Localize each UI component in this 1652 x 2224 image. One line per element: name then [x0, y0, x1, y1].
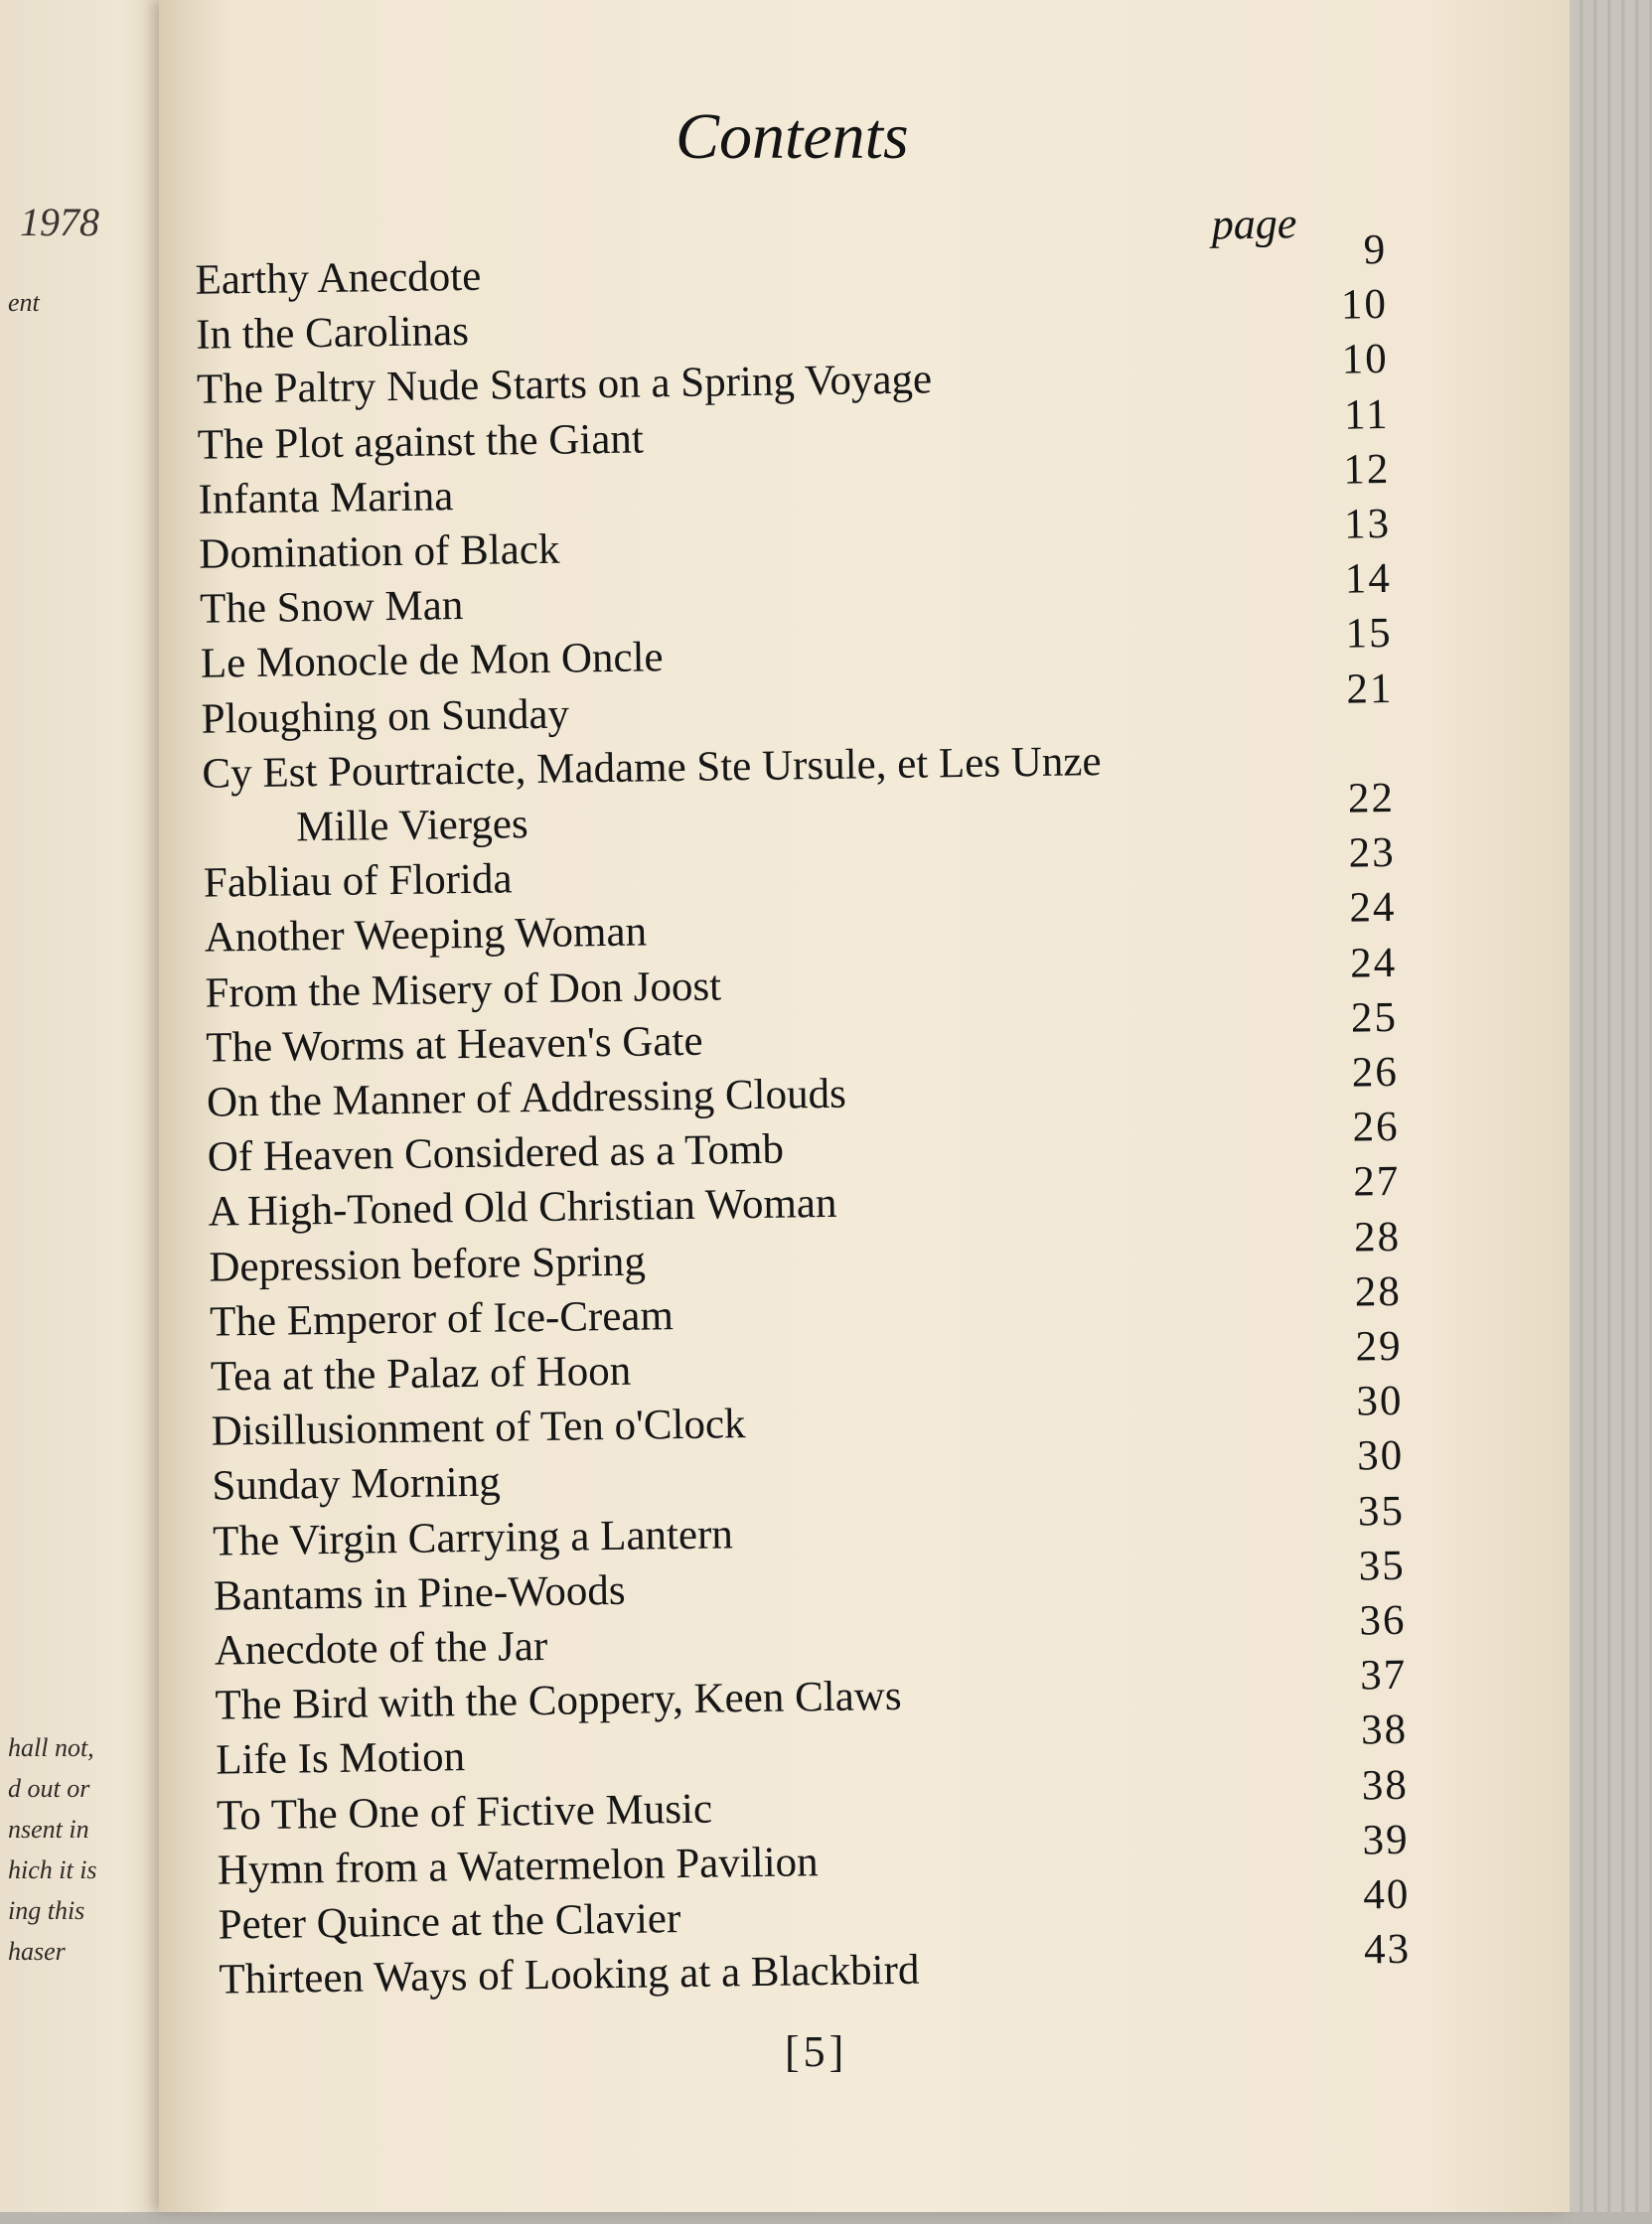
toc-entry-page: 27 [1352, 1158, 1401, 1206]
toc-entry-title: From the Misery of Don Joost [205, 963, 722, 1017]
toc-entry-page: 29 [1355, 1322, 1403, 1371]
page-number: [5] [785, 2027, 848, 2076]
toc-entry-page: 39 [1362, 1816, 1410, 1864]
toc-entry-page: 13 [1343, 500, 1392, 548]
facing-page-fragment: hall not, [8, 1733, 94, 1762]
toc-entry-page: 25 [1350, 993, 1399, 1042]
toc-entry-title: On the Manner of Addressing Clouds [206, 1070, 847, 1126]
toc-entry-page: 30 [1356, 1432, 1405, 1480]
toc-entry-page: 24 [1349, 884, 1397, 932]
facing-page-fragment: ing this [8, 1896, 85, 1925]
toc-entry-title: Another Weeping Woman [204, 908, 648, 963]
toc-entry-title: Sunday Morning [212, 1458, 502, 1511]
toc-entry-title: Ploughing on Sunday [201, 690, 570, 743]
facing-page-year: 1978 [20, 200, 99, 244]
page-column-label: page [1211, 199, 1297, 249]
toc-entry-page: 10 [1341, 336, 1390, 384]
toc-entry-title: The Virgin Carrying a Lantern [212, 1510, 734, 1565]
toc-entry-page: 14 [1344, 555, 1393, 603]
toc-entry-page: 21 [1346, 665, 1394, 713]
toc-entry-title: Fabliau of Florida [203, 855, 513, 907]
toc-entry-page: 43 [1363, 1926, 1412, 1974]
facing-page-fragment: haser [8, 1937, 66, 1966]
toc-entry-title: Depression before Spring [209, 1238, 647, 1291]
toc-entry-title: The Worms at Heaven's Gate [205, 1017, 703, 1072]
toc-entry-page: 35 [1357, 1487, 1406, 1536]
toc-entry-title: Le Monocle de Mon Oncle [200, 634, 664, 688]
toc-entry-page: 9 [1363, 225, 1388, 274]
toc-entry-title: Cy Est Pourtraicte, Madame Ste Ursule, et Les Unze [202, 737, 1102, 798]
toc-entry-page: 23 [1348, 829, 1397, 877]
toc-entry-page: 10 [1340, 281, 1389, 329]
toc-entry-page: 38 [1360, 1706, 1409, 1754]
toc-entry-title: Disillusionment of Ten o'Clock [211, 1401, 746, 1455]
facing-page-fragment: hich it is [8, 1855, 97, 1884]
toc-entry-title: The Bird with the Coppery, Keen Claws [215, 1673, 902, 1729]
toc-entry-title: Hymn from a Watermelon Pavilion [217, 1838, 819, 1894]
toc-entry-page: 22 [1347, 774, 1396, 822]
toc-entry-title: Tea at the Palaz of Hoon [210, 1347, 632, 1401]
toc-entry-page: 38 [1361, 1761, 1410, 1810]
toc-entry-title: The Paltry Nude Starts on a Spring Voyage [196, 356, 933, 414]
toc-entry-title: Mille Vierges [295, 801, 529, 851]
toc-entry-page: 35 [1358, 1542, 1407, 1590]
toc-entry-title: Earthy Anecdote [195, 252, 482, 304]
facing-page-fragment: d out or [8, 1774, 90, 1803]
toc-entry-page: 26 [1352, 1104, 1400, 1151]
toc-entry-title: The Snow Man [199, 582, 464, 633]
toc-entry-page: 30 [1356, 1378, 1404, 1425]
toc-entry-page: 37 [1359, 1652, 1408, 1700]
toc-entry-page: 15 [1345, 610, 1393, 658]
toc-entry-title: Of Heaven Considered as a Tomb [207, 1125, 785, 1181]
facing-page-fragment: nsent in [8, 1815, 89, 1844]
page-title: Contents [676, 100, 909, 173]
toc-entry-title: To The One of Fictive Music [216, 1785, 713, 1840]
toc-entry-title: Domination of Black [199, 525, 560, 578]
toc-entry-page: 26 [1351, 1048, 1400, 1097]
toc-entry-title: Anecdote of the Jar [214, 1622, 548, 1675]
toc-entry-title: Peter Quince at the Clavier [218, 1895, 681, 1949]
toc-entry-page: 24 [1349, 939, 1398, 987]
toc-entry-page: 36 [1359, 1596, 1407, 1645]
toc-entry-page: 28 [1353, 1213, 1402, 1261]
toc-entry-title: The Plot against the Giant [197, 415, 645, 469]
toc-entry-page: 28 [1354, 1267, 1403, 1316]
toc-entry-title: Bantams in Pine-Woods [213, 1566, 626, 1620]
toc-entry-title: Thirteen Ways of Looking at a Blackbird [219, 1946, 920, 2003]
toc-entry-title: The Emperor of Ice-Cream [209, 1291, 675, 1346]
toc-entry-page: 11 [1343, 390, 1390, 439]
toc-entry-page: 12 [1342, 445, 1391, 494]
toc-entry-title: A High-Toned Old Christian Woman [208, 1180, 837, 1237]
toc-entry-title: Life Is Motion [215, 1733, 466, 1784]
toc-entry-title: Infanta Marina [198, 472, 454, 523]
toc-entry-title: In the Carolinas [195, 308, 470, 359]
toc-entry-page: 40 [1362, 1870, 1411, 1919]
facing-page-fragment: ent [8, 288, 40, 317]
